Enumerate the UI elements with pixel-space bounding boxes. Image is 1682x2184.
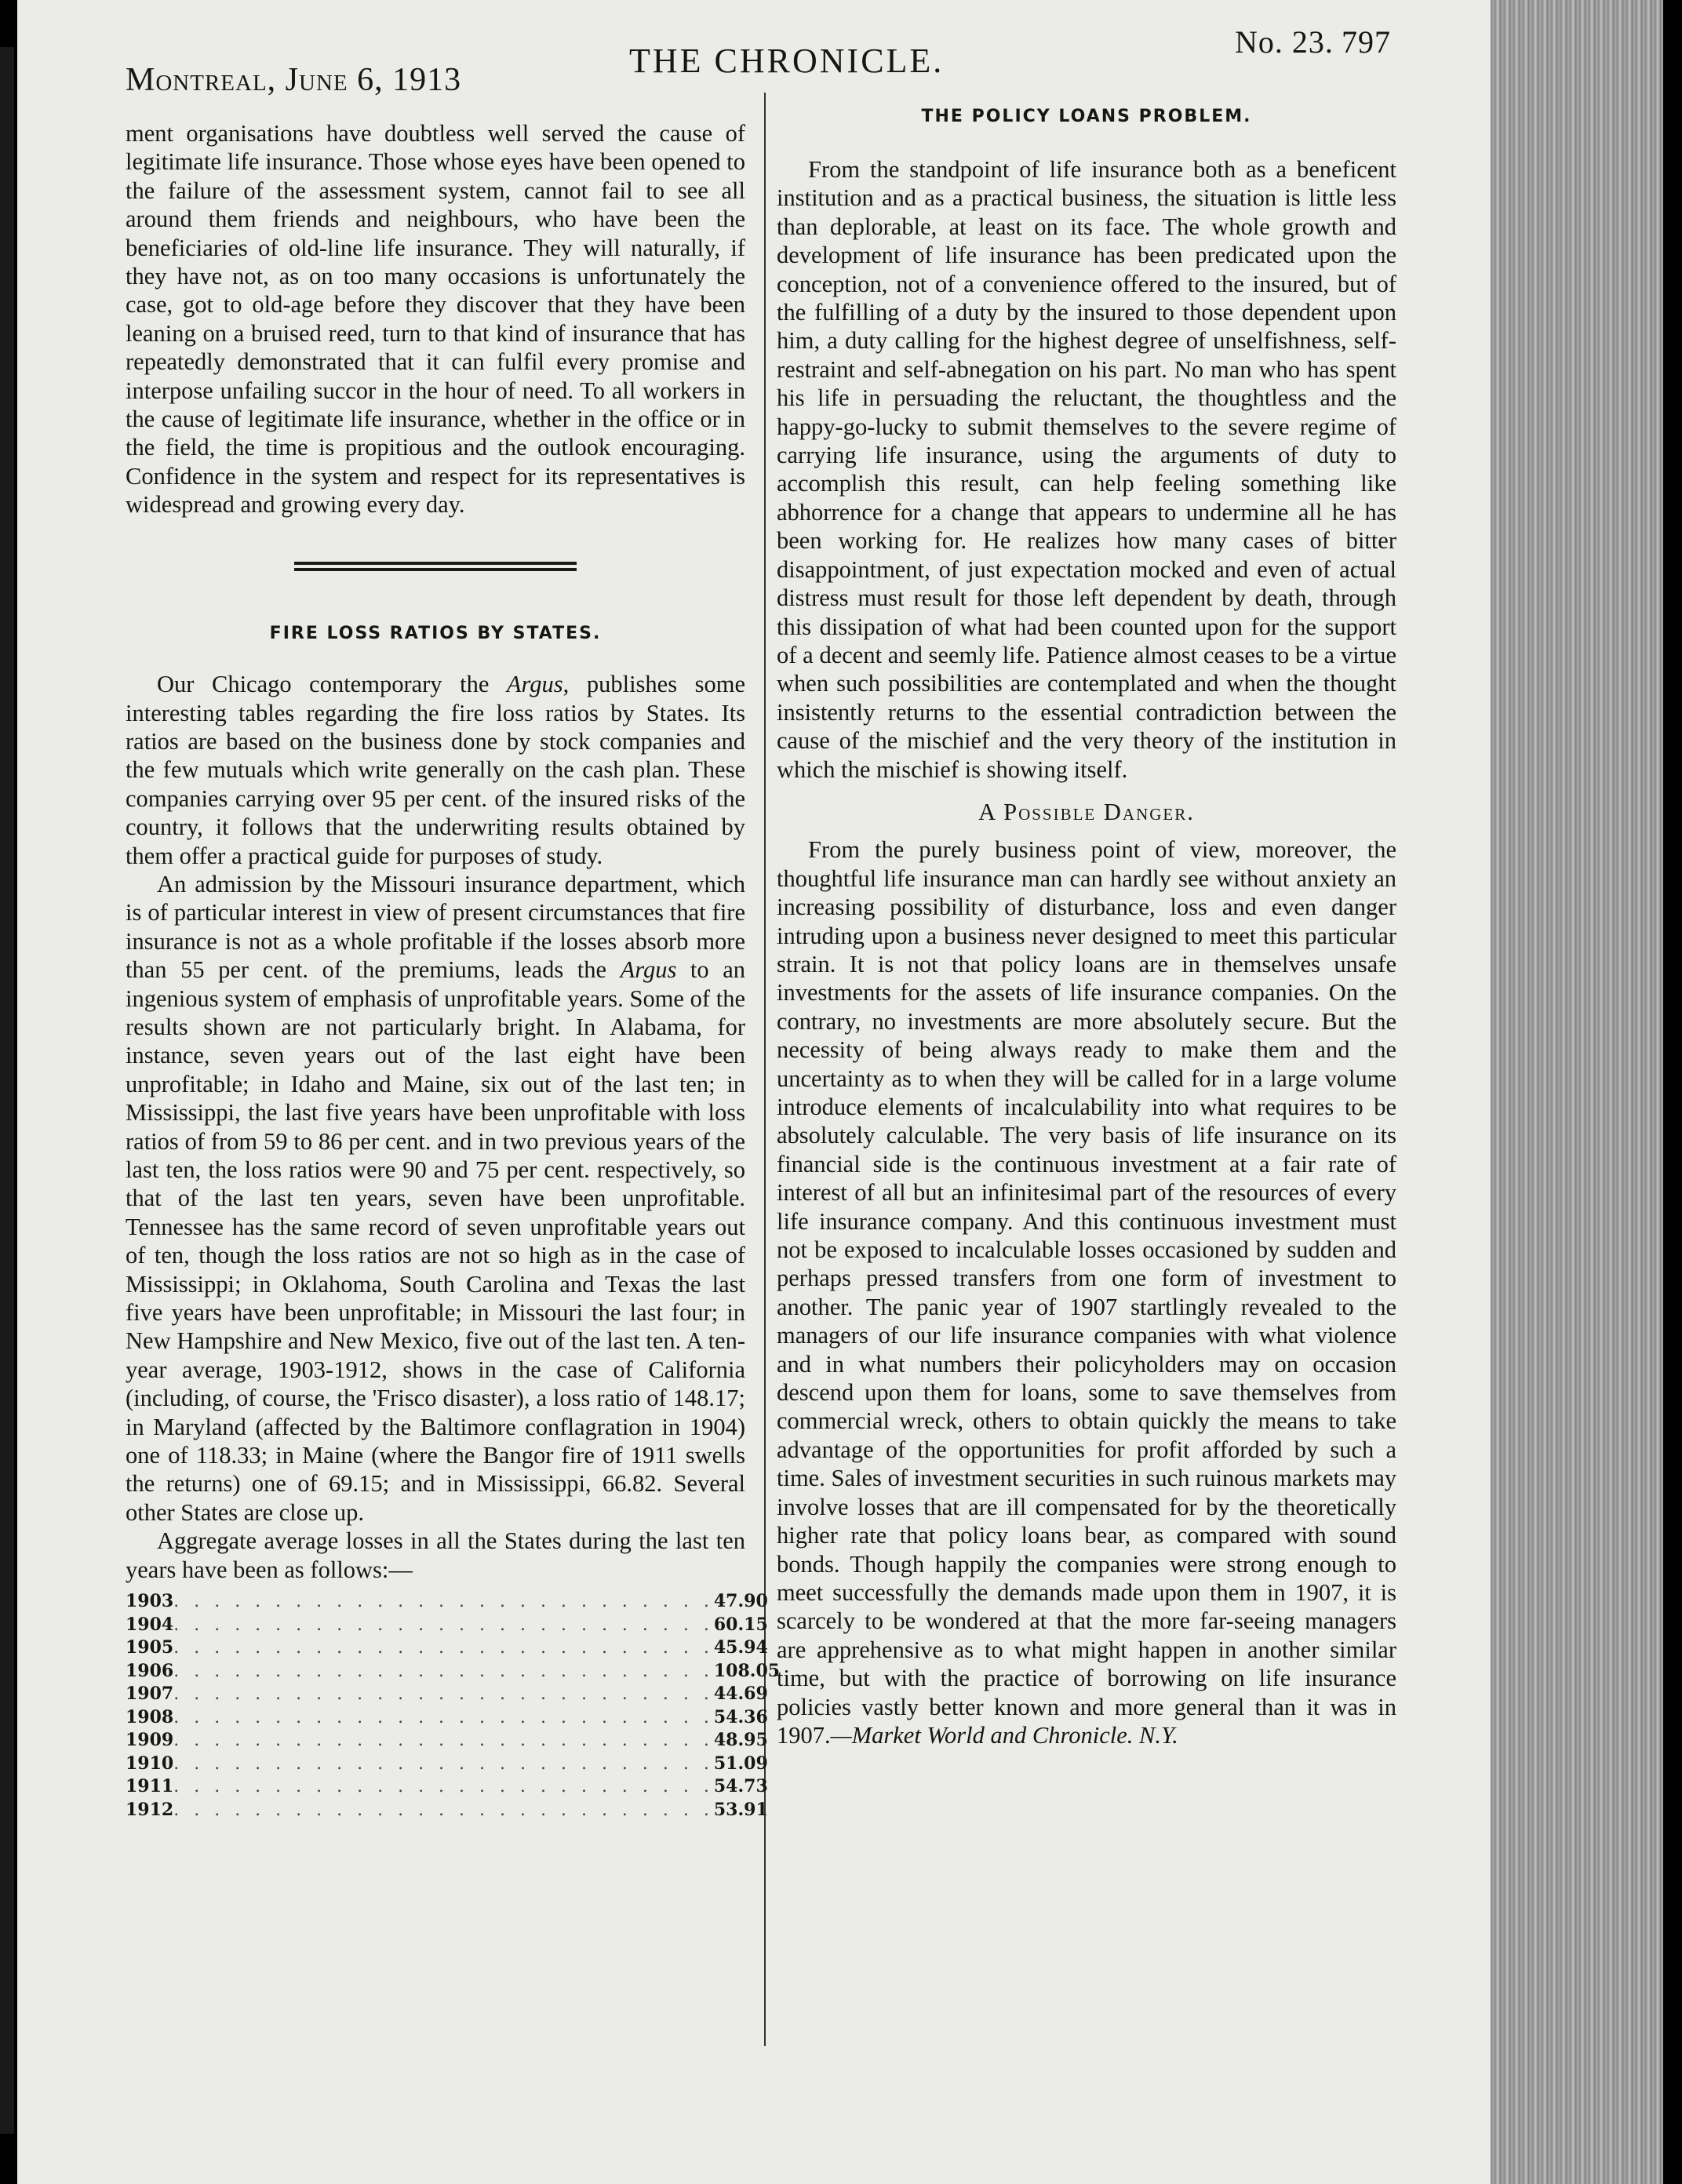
table-year: 1909 — [126, 1730, 174, 1751]
table-row — [126, 1660, 781, 1684]
table-leader-dots: . . . . . . . . . . . . . . . . . . . . . . . . . . . — [173, 1777, 714, 1797]
possible-danger-heading: A Possible Danger. — [978, 798, 1195, 825]
book-page-edge — [1491, 0, 1663, 2184]
table-value: 60.15 — [713, 1614, 768, 1635]
table-value: 44.69 — [713, 1684, 768, 1705]
header-title: THE CHRONICLE. — [629, 42, 945, 80]
table-leader-dots: . . . . . . . . . . . . . . . . . . . . . . . . . . . — [173, 1614, 714, 1635]
table-value: 54.73 — [713, 1776, 768, 1797]
table-value: 54.36 — [713, 1706, 768, 1727]
table-year: 1906 — [126, 1660, 174, 1681]
table-row — [126, 1614, 768, 1637]
loss-ratio-table — [126, 1590, 781, 1822]
header-page-number: 797 — [1342, 24, 1391, 60]
table-year: 1904 — [126, 1614, 174, 1635]
table-leader-dots: . . . . . . . . . . . . . . . . . . . . . . . . . . . — [173, 1638, 714, 1658]
table-value: 108.05 — [713, 1660, 781, 1681]
table-year: 1905 — [126, 1637, 174, 1658]
table-leader-dots: . . . . . . . . . . . . . . . . . . . . . . . . . . . — [173, 1800, 714, 1820]
table-year: 1910 — [126, 1753, 174, 1774]
table-value: 53.91 — [713, 1799, 768, 1820]
source-credit: —Market World and Chronicle. N.Y. — [830, 1721, 1178, 1749]
table-row — [126, 1590, 768, 1614]
table-leader-dots: . . . . . . . . . . . . . . . . . . . . . . . . . . . — [173, 1731, 714, 1751]
table-row — [126, 1706, 768, 1730]
table-row — [126, 1636, 768, 1660]
table-row — [126, 1683, 768, 1706]
argus-name: Argus — [506, 671, 563, 698]
argus-name: Argus — [620, 956, 677, 984]
policy-paragraph-2: From the purely business point of view, moreover, the thoughtful life insurance man can hardly see without anxiety an increasing possibility of disturbance, loss and even danger intruding upon a business never designed to meet this particular strain. It is not that policy loans are in themselves unsafe investments for the assets of life insurance companies. On the contrary, no investments are more absolutely secure. But the necessity of being always ready to make them and the uncertainty as to when they will be called for in a large volume introduce elements of incalculability into what requires to be absolutely calculable. The very basis of life insurance on its financial side is the continuous investment at a fair rate of interest of all but an infinitesimal part of the resources of every life insurance company. And this continuous investment must not be exposed to incalculable losses occasioned by sudden and perhaps pressed transfers from one form of investment to another. The panic year of 1907 startlingly revealed to the managers of our life insurance companies with what violence and in what numbers their policyholders may on occasion descend upon them for loans, some to save themselves from commercial wreck, others to obtain quickly the means to take advantage of the opportunities for profit afforded by such a time. Sales of investment securities in such ruinous markets may involve losses that are ill compensated for by the theoretically higher rate that policy loans bear, as compared with sound bonds. Though happily the companies were strong enough to meet successfully the demands made upon them in 1907, it is scarcely to be wondered at that the more far-seeing managers are apprehensive as to what might happen in another similar time, but with the practice of borrowing on life insurance policies vastly better known and more general than it was in 1907.—Market World and Chronicle. N.Y. — [777, 836, 1396, 1749]
fire-paragraph-1: Our Chicago contemporary the Argus, publishes some interesting tables regarding the fire loss ratios by States. Its ratios are based on the business done by stock companies and the few mutuals which write generally on the cash plan. These companies carrying over 95 per cent. of the insured risks of the country, it follows that the underwriting results obtained by them offer a practical guide for purposes of study. — [126, 671, 746, 869]
table-value: 47.90 — [713, 1591, 768, 1612]
header-date: Montreal, June 6, 1913 — [126, 62, 462, 98]
table-year: 1908 — [126, 1706, 174, 1727]
table-row — [126, 1729, 768, 1753]
table-row — [126, 1799, 768, 1822]
table-value: 45.94 — [713, 1637, 768, 1658]
table-leader-dots: . . . . . . . . . . . . . . . . . . . . . . . . . . . — [173, 1661, 714, 1681]
left-column — [126, 119, 781, 1822]
table-year: 1903 — [126, 1591, 174, 1612]
table-row — [126, 1775, 768, 1799]
table-year: 1907 — [126, 1684, 174, 1705]
header-issue: No. 23. — [1235, 24, 1334, 60]
table-year: 1912 — [126, 1799, 174, 1820]
table-value: 48.95 — [713, 1730, 768, 1751]
right-column — [777, 155, 1396, 1749]
table-leader-dots: . . . . . . . . . . . . . . . . . . . . . . . . . . . — [173, 1684, 714, 1705]
table-leader-dots: . . . . . . . . . . . . . . . . . . . . . . . . . . . — [173, 1707, 714, 1727]
table-leader-dots: . . . . . . . . . . . . . . . . . . . . . . . . . . . — [173, 1592, 714, 1612]
table-value: 51.09 — [713, 1753, 768, 1774]
table-row — [126, 1753, 768, 1776]
intro-paragraph: ment organisations have doubtless well served the cause of legitimate life insurance. Those whose eyes have been opened to the failure of the assessment system, cannot fail to see all around them friends and neighbours, who have been the beneficiaries of old-line life insurance. They will naturally, if they have not, as on too many occasions is unfortunately the case, got to old-age before they discover that they have been leaning on a bruised reed, turn to that kind of insurance that has repeatedly demonstrated that it can fulfil every promise and interpose unfailing succor in the hour of need. To all workers in the cause of legitimate life insurance, whether in the office or in the field, the time is propitious and the outlook encouraging. Confidence in the system and respect for its representatives is widespread and growing every day. — [126, 120, 745, 519]
section-rule — [294, 562, 577, 571]
scan-left-border — [0, 47, 14, 2134]
fire-loss-title: FIRE LOSS RATIOS BY STATES. — [269, 623, 602, 643]
policy-paragraph-1: From the standpoint of life insurance both as a beneficent institution and as a practical business, the situation is little less than deplorable, at least on its face. The whole growth and development of life insurance has been predicated upon the conception, not of a convenience offered to the insured, but of the fulfilling of a duty by the insured to those dependent upon him, a duty calling for the highest degree of unselfishness, self-restraint and self-abnegation on his part. No man who has spent his life in persuading the reluctant, the thoughtless and the happy-go-lucky to submit themselves to the severe regime of carrying life insurance, using the arguments of duty to accomplish this result, can help feeling something like abhorrence for a change that appears to undermine all he has been working for. He realizes how many cases of bitter disappointment, of just expectation mocked and even of actual distress must result for those left dependent by death, through this dissipation of what had been counted upon for the support of a decent and seemly life. Patience almost ceases to be a virtue when such possibilities are contemplated and when the thought insistently returns to the essential contradiction between the cause of the mischief and the very theory of the institution in which the mischief is showing itself. — [777, 156, 1396, 783]
table-leader-dots: . . . . . . . . . . . . . . . . . . . . . . . . . . . — [173, 1753, 714, 1774]
fire-paragraph-3: Aggregate average losses in all the States during the last ten years have been as follows:— — [126, 1527, 745, 1583]
policy-loans-title: THE POLICY LOANS PROBLEM. — [921, 107, 1252, 126]
table-year: 1911 — [126, 1776, 174, 1797]
newspaper-page — [17, 0, 1492, 2184]
fire-paragraph-2: An admission by the Missouri insurance department, which is of particular interest in view of present circumstances that fire insurance is not as a whole profitable if the losses absorb more than 55 per cent. of the premiums, leads the Argus to an ingenious system of emphasis of unprofitable years. Some of the results shown are not particularly bright. In Alabama, for instance, seven years out of the last eight have been unprofitable; in Idaho and Maine, six out of the last ten; in Mississippi, the last five years have been unprofitable with loss ratios of from 59 to 86 per cent. and in two previous years of the last ten, the loss ratios were 90 and 75 per cent. respectively, so that of the last ten years, seven have been unprofitable. Tennessee has the same record of seven unprofitable years out of ten, though the loss ratios are not so high as in the case of Mississippi; in Oklahoma, South Carolina and Texas the last five years have been unprofitable; in Missouri the last four; in New Hampshire and New Mexico, five out of the last ten. A ten-year average, 1903-1912, shows in the case of California (including, of course, the 'Frisco disaster), a loss ratio of 148.17; in Maryland (affected by the Baltimore conflagration in 1904) one of 118.33; in Maine (where the Bangor fire of 1911 swells the returns) one of 69.15; and in Mississippi, 66.82. Several other States are close up. — [126, 870, 746, 1526]
